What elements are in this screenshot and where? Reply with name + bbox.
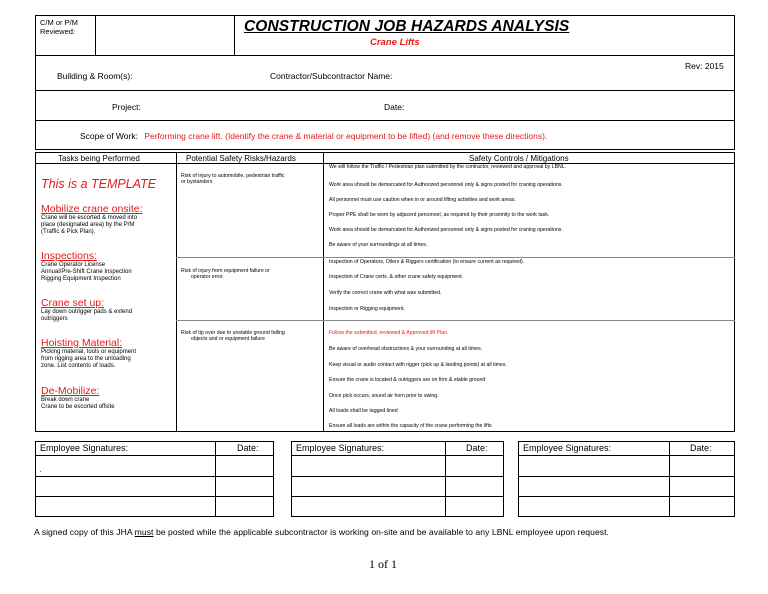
- reviewed-label: [40, 18, 78, 36]
- task-demobilize-line-1: Crane to be escorted offsite: [41, 404, 115, 410]
- task-setup: [41, 297, 174, 323]
- page-title: CONSTRUCTION JOB HAZARDS ANALYSIS: [244, 18, 570, 35]
- task-mobilize-line-2: (Traffic & Pick Plan).: [41, 229, 96, 235]
- footer-note-must: must: [134, 527, 154, 537]
- task-setup-heading: Crane set up:: [41, 297, 105, 309]
- col-risks-header: Potential Safety Risks/Hazards: [186, 154, 296, 163]
- risk-3-line-0: Risk of tip over due to unstable ground falling: [181, 330, 285, 336]
- task-demobilize-heading: De-Mobilize:: [41, 385, 100, 397]
- control-2-3: Inspection or Rigging equipment.: [329, 306, 405, 312]
- scope-of-work: [80, 131, 547, 141]
- task-mobilize: [41, 203, 174, 236]
- task-inspections-heading: Inspections:: [41, 250, 98, 262]
- scope-label: Scope of Work:: [80, 131, 138, 141]
- date-label: Date:: [384, 102, 405, 112]
- footer-note: [34, 527, 609, 537]
- control-3-1: Keep visual or audio contact with rigger (pick up & landing points) at all times.: [329, 362, 507, 368]
- control-1-5: Be aware of your surroundings at all times.: [329, 242, 428, 248]
- risk-2-line-1: operator error.: [191, 274, 224, 281]
- risk-1-line-0: Risk of injury to automobile, pedestrian traffic: [181, 173, 285, 179]
- risk-1: [181, 173, 321, 185]
- task-mobilize-line-0: Crane will be escorted & moved into: [41, 215, 138, 221]
- signature-mark: .: [39, 464, 42, 475]
- rev-label: Rev: 2015: [685, 61, 724, 71]
- signature-date-2: Date:: [466, 443, 488, 453]
- control-3-3: Once pick occurs, sound air horn prior to swing.: [329, 393, 439, 399]
- signature-label-2: Employee Signatures:: [296, 443, 385, 453]
- risk-3: [181, 330, 321, 342]
- task-inspections-line-2: Rigging Equipment Inspection: [41, 276, 121, 282]
- footer-note-post: be posted while the applicable subcontractor is working on-site and be available to any LBNL employee upon request.: [153, 527, 609, 537]
- task-setup-line-1: outriggers: [41, 316, 68, 322]
- reviewed-label-line1: C/M or P/M: [40, 18, 78, 27]
- page-number: 1 of 1: [369, 557, 397, 571]
- risk-1-line-1: or bystanders: [181, 179, 213, 186]
- control-3-4: All loads shall be tagged lined: [329, 408, 398, 414]
- control-2-2: Verify the correct crane with what was submitted.: [329, 290, 442, 296]
- signature-label-3: Employee Signatures:: [523, 443, 612, 453]
- signature-date-3: Date:: [690, 443, 712, 453]
- task-hoisting-line-1: from rigging area to the unloading: [41, 356, 131, 362]
- task-hoisting-line-0: Picking material, tools or equipment: [41, 349, 137, 355]
- task-hoisting: [41, 337, 174, 370]
- risk-2-line-0: Risk of injury from equipment failure or: [181, 268, 270, 274]
- contractor-label: Contractor/Subcontractor Name:: [270, 71, 393, 81]
- page-subtitle: Crane Lifts: [370, 37, 420, 48]
- control-3-2: Ensure the crane is located & outriggers are on firm & stable ground: [329, 377, 486, 383]
- task-demobilize-line-0: Break down crane: [41, 397, 90, 403]
- control-3-red: Follow the submitted, reviewed & Approved lift Plan.: [329, 330, 449, 336]
- task-hoisting-line-2: zone. List contents of loads.: [41, 363, 116, 369]
- col-controls-header: Safety Controls / Mitigations: [469, 154, 569, 163]
- template-notice: This is a TEMPLATE: [41, 177, 157, 191]
- task-demobilize: [41, 385, 174, 411]
- signature-label-1: Employee Signatures:: [40, 443, 129, 453]
- control-1-0: We will follow the Traffic / Pedestrian plan submitted by the contractor, reviewed and approval by LBNL.: [329, 164, 567, 170]
- reviewed-label-line2: Reviewed:: [40, 27, 76, 36]
- control-2-0: Inspection of Operators, Oilers & Riggers certification (to ensure current as required).: [329, 259, 525, 265]
- control-1-2: All personnel must use caution when in or around lifting activities and work areas.: [329, 197, 516, 203]
- control-2-1: Inspection of Crane certs. & other crane safety equipment.: [329, 274, 464, 280]
- signature-date-1: Date:: [237, 443, 259, 453]
- task-hoisting-heading: Hoisting Material:: [41, 337, 123, 349]
- control-1-1: Work area should be demarcated for Authorized personnel only & signs posted for craning operations.: [329, 182, 563, 188]
- col-tasks-header: Tasks being Performed: [58, 154, 140, 163]
- control-3-0: Be aware of overhead obstructions & your surrounding at all times.: [329, 346, 483, 352]
- control-1-3: Proper PPE shall be worn by adjacent personnel, as required by their proximity to the work task.: [329, 212, 550, 218]
- project-label: Project:: [112, 102, 141, 112]
- control-3-5: Ensure all loads are within the capacity of the crane performing the lifts: [329, 423, 492, 429]
- task-mobilize-line-1: place (designated area) by the P/M: [41, 222, 135, 228]
- footer-note-pre: A signed copy of this JHA: [34, 527, 135, 537]
- risk-3-line-1: objects and or equipment failure: [191, 336, 265, 343]
- task-inspections-line-1: Annual/Pre-Shift Crane Inspection: [41, 269, 132, 275]
- scope-text: Performing crane lift. (Identify the crane & material or equipment to be lifted) (and remove these directions).: [144, 131, 548, 141]
- task-inspections-line-0: Crane Operator License: [41, 262, 106, 268]
- task-setup-line-0: Lay down outrigger pads & extend: [41, 309, 133, 315]
- task-inspections: [41, 250, 174, 283]
- control-1-4: Work area should be demarcated for Authorized personnel only & signs posted for craning operations.: [329, 227, 563, 233]
- building-label: Building & Room(s):: [57, 71, 133, 81]
- risk-2: [181, 268, 321, 280]
- task-mobilize-heading: Mobilize crane onsite:: [41, 203, 143, 215]
